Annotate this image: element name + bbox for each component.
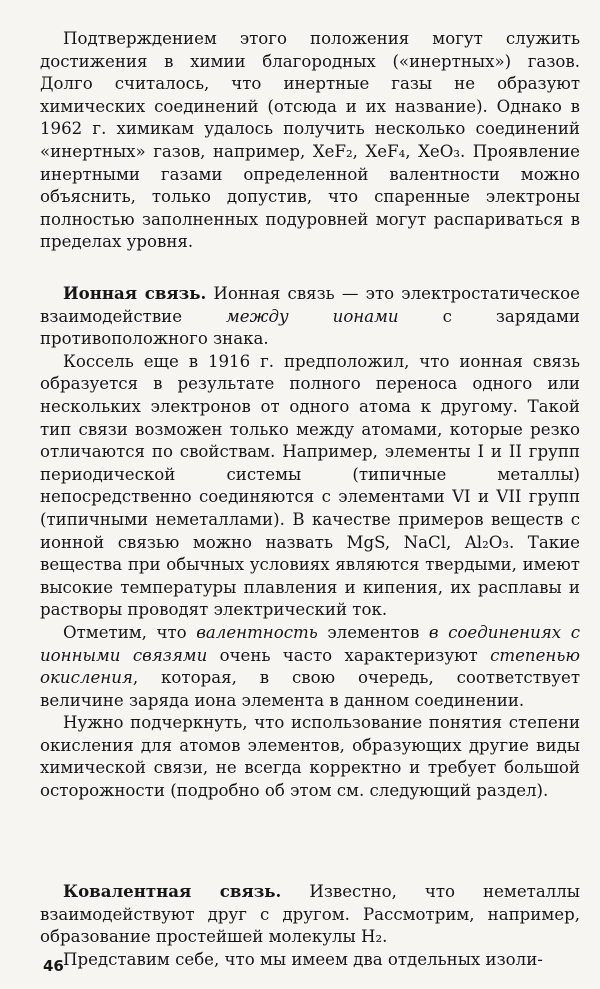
covalent-intro-text: Известно, что неметаллы взаимодействуют друг с другом. Рассмотрим, например, образование простейшей молекулы H₂. xyxy=(40,882,580,947)
ionic-definition-text-1: Ионная связь — это электростатическое взаимодействие xyxy=(40,284,580,326)
kossel-paragraph: Коссель еще в 1916 г. предположил, что ионная связь образуется в результате полного переноса одного или нескольких электронов от одного атома к другому. Такой тип связи возможен только между атомами, которые резко отличаются по свойствам. Например, элементы I и II групп периодической системы (типичные металлы) непосредственно соединяются с элементами VI и VII групп (типичными неметаллами). В качестве примеров веществ с ионной связью можно назвать MgS, NaCl, Al₂O₃. Такие вещества при обычных условиях являются твердыми, имеют высокие температуры плавления и кипения, их расплавы и растворы проводят электрический ток. xyxy=(40,351,580,620)
caution-paragraph: Нужно подчеркнуть, что использование понятия степени окисления для атомов элементов, образующих другие виды химической связи, не всегда корректно и требует большой осторожности (подробно об этом см. следующий раздел). xyxy=(40,713,580,801)
valency-text-2: элементов xyxy=(317,622,429,642)
valency-text-1: Отметим, что xyxy=(63,622,197,642)
ionic-definition-paragraph xyxy=(40,282,580,351)
ionic-definition-emphasis: между ионами xyxy=(226,306,399,326)
covalent-next-paragraph: Представим себе, что мы имеем два отдельных изоли- xyxy=(63,949,543,969)
valency-text-3: очень часто характеризуют xyxy=(207,645,491,665)
ionic-definition-text-2: с зарядами противоположного знака. xyxy=(40,306,580,349)
ionic-bond-heading: Ионная связь. xyxy=(63,283,207,303)
covalent-bond-heading: Ковалентная связь. xyxy=(63,881,282,901)
valency-emphasis-2: в соединениях с ионными связями xyxy=(40,622,580,665)
covalent-intro-paragraph xyxy=(40,880,580,949)
ionic-bond-section xyxy=(40,282,580,803)
valency-text-4: , которая, в свою очередь, соответствует величине заряда иона элемента в данном соединении. xyxy=(40,668,580,710)
valency-emphasis-1: валентность xyxy=(196,622,318,642)
valency-paragraph xyxy=(40,622,580,712)
valency-emphasis-3: степенью окисления xyxy=(40,645,581,688)
intro-paragraph: Подтверждением этого положения могут служить достижения в химии благородных («инертных») газов. Долго считалось, что инертные газы не образуют химических соединений (отсюда и их название). Однако в 1962 г. химикам удалось получить несколько соединений «инертных» газов, например, XeF₂, XeF₄, XeO₃. Проявление инертными газами определенной валентности можно объяснить, только допустив, что спаренные электроны полностью заполненных подуровней могут распариваться в пределах уровня. xyxy=(40,29,580,252)
intro-section xyxy=(40,28,580,254)
page-number: 46 xyxy=(43,957,64,975)
covalent-bond-section xyxy=(40,880,580,971)
